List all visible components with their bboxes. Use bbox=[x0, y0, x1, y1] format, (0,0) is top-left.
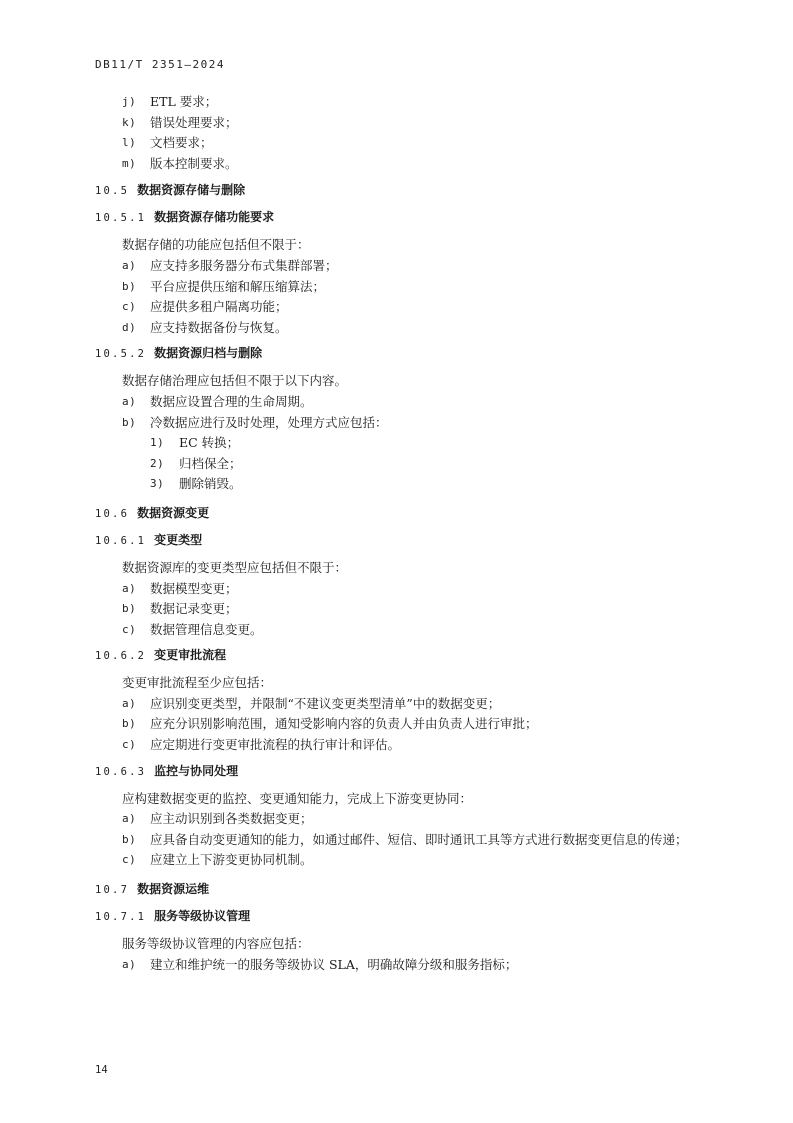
list-item bbox=[95, 297, 735, 318]
subsection-title: 数据资源存储功能要求 bbox=[154, 210, 275, 225]
list-marker: a) bbox=[122, 581, 137, 595]
list-marker: k) bbox=[122, 115, 137, 129]
list-marker: c) bbox=[122, 622, 137, 636]
list-item-text: 文档要求； bbox=[150, 135, 213, 151]
subsection-number: 10.6.1 bbox=[95, 534, 147, 547]
sub-list-item-text: EC 转换； bbox=[179, 435, 240, 451]
list-item bbox=[95, 955, 735, 976]
list-item bbox=[95, 830, 735, 851]
list-item-text: 数据应设置合理的生命周期。 bbox=[150, 393, 313, 409]
subsection-number: 10.5.2 bbox=[95, 348, 147, 361]
list-item bbox=[95, 318, 735, 339]
subsection-number: 10.6.3 bbox=[95, 765, 147, 778]
sub-list-marker: 2) bbox=[150, 456, 165, 470]
sub-list-item bbox=[95, 454, 735, 475]
list-marker: a) bbox=[122, 696, 137, 710]
list-marker: a) bbox=[122, 258, 137, 272]
list-item-text: 建立和维护统一的服务等级协议 SLA，明确故障分级和服务指标； bbox=[150, 956, 518, 972]
list-marker: a) bbox=[122, 957, 137, 971]
list-item bbox=[95, 92, 735, 113]
list-item-text: 版本控制要求。 bbox=[150, 155, 238, 171]
list-item-text: 应主动识别到各类数据变更； bbox=[150, 811, 313, 827]
list-marker: c) bbox=[122, 853, 137, 867]
sub-list-item-text: 删除销毁。 bbox=[179, 476, 242, 492]
subsection-number: 10.6.2 bbox=[95, 650, 147, 663]
list-marker: l) bbox=[122, 136, 137, 150]
paragraph: 应构建数据变更的监控、变更通知能力，完成上下游变更协同： bbox=[122, 790, 473, 806]
paragraph: 数据存储治理应包括但不限于以下内容。 bbox=[122, 373, 348, 389]
section-number: 10.6 bbox=[95, 507, 130, 520]
list-item bbox=[95, 256, 735, 277]
subsection-title: 数据资源归档与删除 bbox=[154, 346, 263, 361]
section-title: 数据资源运维 bbox=[137, 882, 210, 897]
list-marker: c) bbox=[122, 300, 137, 314]
list-marker: a) bbox=[122, 812, 137, 826]
subsection-heading bbox=[95, 644, 735, 667]
subsection-heading bbox=[95, 529, 735, 552]
list-item-text: 冷数据应进行及时处理，处理方式应包括： bbox=[150, 414, 388, 430]
list-item bbox=[95, 413, 735, 434]
list-item-text: ETL 要求； bbox=[150, 94, 218, 109]
section-number: 10.5 bbox=[95, 185, 130, 198]
list-item bbox=[95, 154, 735, 175]
list-item-text: 数据模型变更； bbox=[150, 580, 238, 596]
sub-list-item-text: 归档保全； bbox=[179, 455, 242, 471]
list-item bbox=[95, 850, 735, 871]
sub-list-item bbox=[95, 433, 735, 454]
subsection-title: 变更类型 bbox=[154, 532, 203, 547]
list-item bbox=[95, 133, 735, 154]
list-item bbox=[95, 735, 735, 756]
section-heading bbox=[95, 878, 735, 901]
subsection-heading bbox=[95, 760, 735, 783]
list-item bbox=[95, 579, 735, 600]
paragraph: 数据存储的功能应包括但不限于： bbox=[122, 237, 310, 253]
sub-list-marker: 1) bbox=[150, 436, 165, 450]
list-item bbox=[95, 694, 735, 715]
paragraph: 数据资源库的变更类型应包括但不限于： bbox=[122, 559, 348, 575]
page-content bbox=[95, 92, 735, 975]
list-marker: b) bbox=[122, 832, 137, 846]
list-item bbox=[95, 392, 735, 413]
section-number: 10.7 bbox=[95, 884, 130, 897]
list-item-text: 错误处理要求； bbox=[150, 114, 238, 130]
list-item-text: 数据记录变更； bbox=[150, 601, 238, 617]
list-item-text: 应提供多租户隔离功能； bbox=[150, 299, 288, 315]
section-title: 数据资源存储与删除 bbox=[137, 183, 246, 198]
subsection-title: 服务等级协议管理 bbox=[154, 909, 251, 924]
subsection-heading bbox=[95, 206, 735, 229]
subsection-number: 10.5.1 bbox=[95, 212, 147, 225]
section-title: 数据资源变更 bbox=[137, 505, 210, 520]
sub-list-marker: 3) bbox=[150, 477, 165, 491]
list-item-text: 应支持多服务器分布式集群部署； bbox=[150, 257, 338, 273]
section-heading bbox=[95, 502, 735, 525]
paragraph: 变更审批流程至少应包括： bbox=[122, 675, 273, 691]
list-item-text: 数据管理信息变更。 bbox=[150, 621, 263, 637]
list-marker: m) bbox=[122, 156, 137, 170]
list-marker: b) bbox=[122, 415, 137, 429]
list-item-text: 应支持数据备份与恢复。 bbox=[150, 319, 288, 335]
list-marker: a) bbox=[122, 394, 137, 408]
list-item-text: 应识别变更类型，并限制“不建议变更类型清单”中的数据变更； bbox=[150, 695, 501, 711]
list-item-text: 应充分识别影响范围，通知受影响内容的负责人并由负责人进行审批； bbox=[150, 716, 538, 732]
subsection-title: 监控与协同处理 bbox=[154, 763, 239, 778]
subsection-heading bbox=[95, 905, 735, 928]
list-item bbox=[95, 113, 735, 134]
paragraph: 服务等级协议管理的内容应包括： bbox=[122, 936, 310, 952]
list-item bbox=[95, 809, 735, 830]
subsection-title: 变更审批流程 bbox=[154, 648, 227, 663]
document-code: DB11/T 2351—2024 bbox=[95, 58, 225, 71]
list-item bbox=[95, 714, 735, 735]
list-marker: b) bbox=[122, 717, 137, 731]
list-marker: c) bbox=[122, 738, 137, 752]
section-heading bbox=[95, 179, 735, 202]
list-item-text: 平台应提供压缩和解压缩算法； bbox=[150, 278, 326, 294]
list-item bbox=[95, 620, 735, 641]
subsection-heading bbox=[95, 342, 735, 365]
sub-list-item bbox=[95, 474, 735, 495]
list-marker: d) bbox=[122, 320, 137, 334]
list-item bbox=[95, 277, 735, 298]
list-item bbox=[95, 599, 735, 620]
list-item-text: 应具备自动变更通知的能力，如通过邮件、短信、即时通讯工具等方式进行数据变更信息的传递； bbox=[150, 831, 688, 847]
list-item-text: 应建立上下游变更协同机制。 bbox=[150, 852, 313, 868]
list-marker: j) bbox=[122, 95, 137, 108]
page-number: 14 bbox=[95, 1064, 108, 1076]
list-marker: b) bbox=[122, 279, 137, 293]
subsection-number: 10.7.1 bbox=[95, 911, 147, 924]
list-item-text: 应定期进行变更审批流程的执行审计和评估。 bbox=[150, 737, 401, 753]
list-marker: b) bbox=[122, 602, 137, 616]
